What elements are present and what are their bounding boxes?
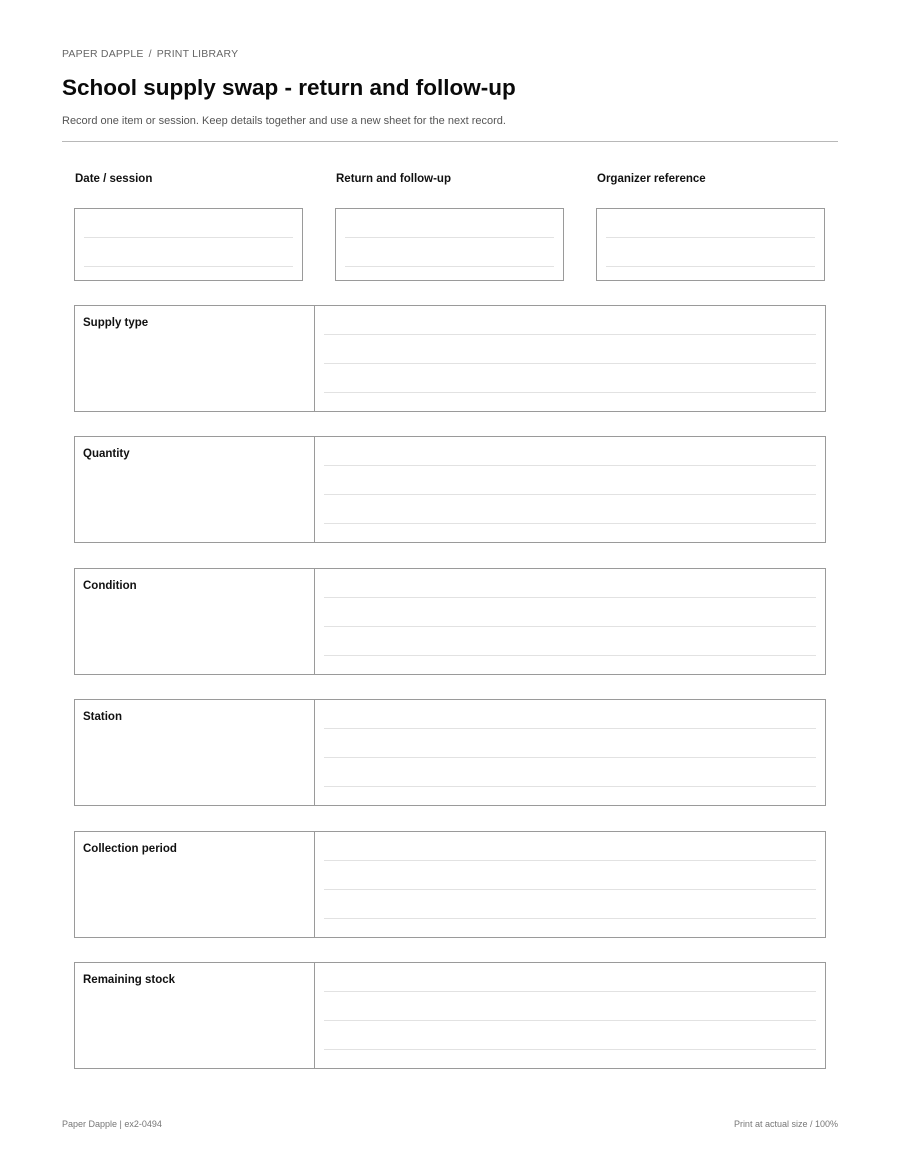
- condition-label: Condition: [83, 580, 137, 592]
- breadcrumb-separator: /: [148, 48, 152, 60]
- footer-document-id: Paper Dapple | ex2-0494: [62, 1119, 162, 1129]
- station-label: Station: [83, 711, 122, 723]
- remaining-stock-field[interactable]: [316, 963, 825, 1068]
- breadcrumb: [62, 48, 238, 60]
- condition-label-cell: [75, 569, 315, 674]
- quantity-label: Quantity: [83, 448, 130, 460]
- supply-type-label-cell: [75, 306, 315, 411]
- organizer-reference-label: Organizer reference: [597, 173, 706, 185]
- footer-print-note: Print at actual size / 100%: [733, 1119, 838, 1129]
- return-follow-up-label: Return and follow-up: [336, 173, 451, 185]
- remaining-stock-label-cell: [75, 963, 315, 1068]
- station-section: [74, 699, 826, 806]
- quantity-section: [74, 436, 826, 543]
- collection-period-label-cell: [75, 832, 315, 937]
- quantity-label-cell: [75, 437, 315, 542]
- remaining-stock-section: [74, 962, 826, 1069]
- remaining-stock-label: Remaining stock: [83, 974, 176, 986]
- breadcrumb-section: PRINT LIBRARY: [156, 48, 239, 60]
- page-subtitle: Record one item or session. Keep details together and use a new sheet for the next record.: [62, 115, 506, 127]
- station-field[interactable]: [316, 700, 825, 805]
- date-session-label: Date / session: [75, 173, 153, 185]
- condition-field[interactable]: [316, 569, 825, 674]
- collection-period-label: Collection period: [83, 843, 177, 855]
- supply-type-field[interactable]: [316, 306, 825, 411]
- condition-section: [74, 568, 826, 675]
- collection-period-field[interactable]: [316, 832, 825, 937]
- organizer-reference-field[interactable]: [596, 208, 825, 281]
- page-title: School supply swap - return and follow-up: [62, 75, 516, 100]
- supply-type-section: [74, 305, 826, 412]
- supply-type-label: Supply type: [83, 317, 149, 329]
- breadcrumb-brand: PAPER DAPPLE: [62, 48, 144, 60]
- date-session-field[interactable]: [74, 208, 303, 281]
- header-divider: [62, 141, 838, 142]
- station-label-cell: [75, 700, 315, 805]
- collection-period-section: [74, 831, 826, 938]
- return-follow-up-field[interactable]: [335, 208, 564, 281]
- quantity-field[interactable]: [316, 437, 825, 542]
